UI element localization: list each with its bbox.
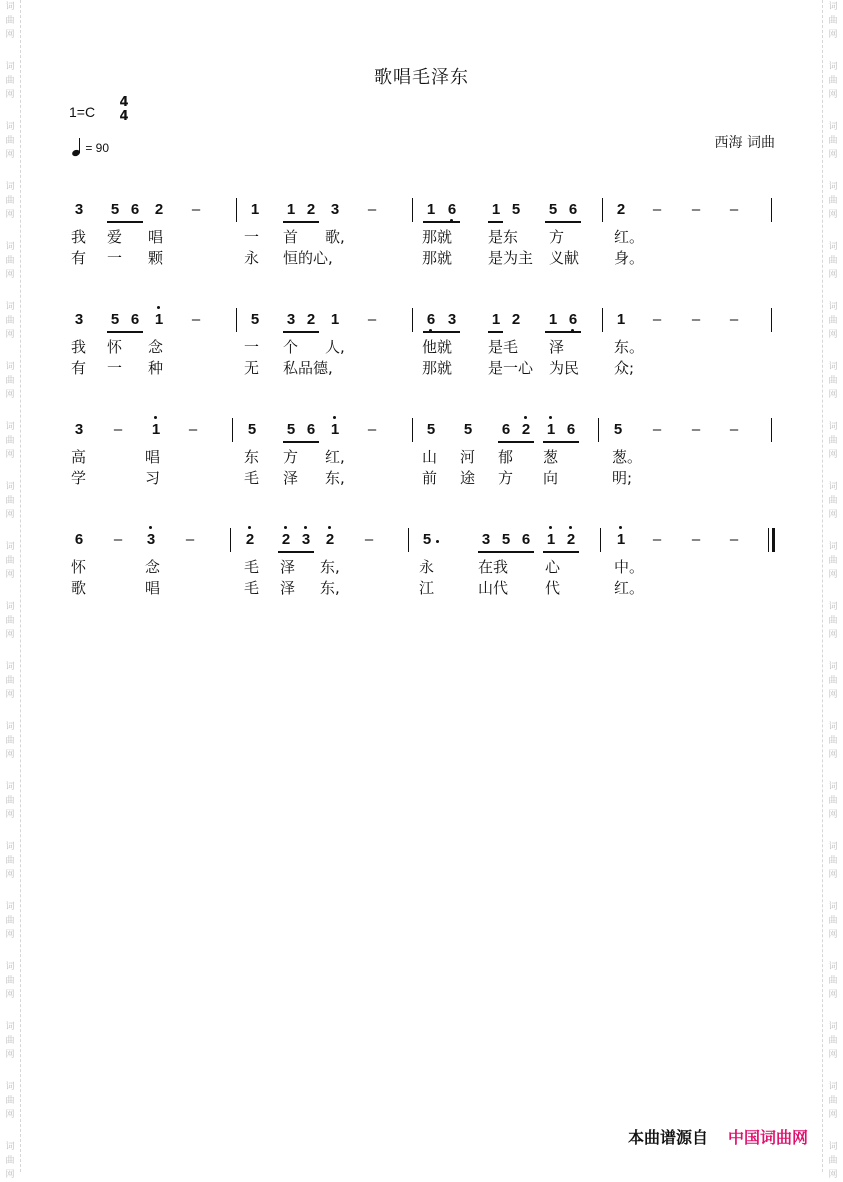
note: 5	[548, 201, 558, 218]
note: 2	[280, 530, 292, 550]
lyric-verse-1: 在我	[478, 558, 509, 576]
watermark-text: 词 曲 网	[5, 542, 15, 580]
watermark-text: 词 曲 网	[5, 1022, 15, 1060]
watermark-text: 词 曲 网	[828, 2, 838, 40]
lyric-verse-2: 向	[543, 469, 559, 487]
note: 6	[425, 310, 437, 330]
watermark-text: 词 曲 网	[828, 302, 838, 340]
watermark-text: 词 曲 网	[828, 542, 838, 580]
lyric-verse-2: 东,	[325, 469, 345, 487]
note: 1	[548, 311, 558, 328]
note: 2	[244, 530, 256, 550]
final-bar-thick	[772, 528, 775, 552]
lyric-verse-1: 个	[283, 338, 299, 356]
watermark-text: 词 曲 网	[828, 842, 838, 880]
note: 6	[567, 310, 579, 330]
lyric-verse-2: 前	[422, 469, 438, 487]
tempo-value: = 90	[85, 141, 110, 155]
note: 3	[481, 531, 491, 548]
lyric-verse-1: 永	[419, 558, 435, 576]
note: 2	[565, 530, 577, 550]
lyric-verse-2: 泽	[280, 579, 296, 597]
note: 2	[324, 530, 336, 550]
lyric-verse-2: 那就	[422, 249, 453, 267]
dash-note: –	[367, 201, 377, 218]
bar-line	[236, 198, 237, 222]
dash-note: –	[691, 311, 701, 328]
dash-note: –	[691, 421, 701, 438]
note: 2	[511, 311, 521, 328]
lyric-verse-1: 东	[244, 448, 260, 466]
source-site: 中国词曲网	[727, 1128, 808, 1147]
watermark-text: 词 曲 网	[5, 842, 15, 880]
lyric-verse-1: 一	[244, 338, 260, 356]
lyric-verse-2: 永	[244, 249, 260, 267]
lyric-verse-1: 高	[71, 448, 87, 466]
lyric-verse-1: 唱	[148, 228, 164, 246]
note: 3	[74, 201, 84, 218]
note: 5	[110, 311, 120, 328]
score-row	[0, 420, 843, 530]
lyric-verse-2: 义献	[549, 249, 580, 267]
note: 1	[153, 310, 165, 330]
watermark-text: 词 曲 网	[5, 242, 15, 280]
lyric-verse-2: 无	[244, 359, 260, 377]
lyric-verse-2: 那就	[422, 359, 453, 377]
bar-line	[412, 198, 413, 222]
note: 5	[501, 531, 511, 548]
lyric-verse-1: 首	[283, 228, 299, 246]
lyric-verse-1: 红。	[614, 228, 645, 246]
note: 6	[74, 531, 84, 548]
lyric-verse-2: 东,	[320, 579, 340, 597]
lyric-verse-1: 他就	[422, 338, 453, 356]
dash-note: –	[364, 531, 374, 548]
watermark-text: 词 曲 网	[828, 1022, 838, 1060]
note: 3	[447, 311, 457, 328]
beam-underline	[545, 331, 581, 333]
bar-line	[598, 418, 599, 442]
lyric-verse-2: 习	[145, 469, 161, 487]
source-label: 本曲谱源自	[627, 1128, 708, 1147]
watermark-text: 词 曲 网	[828, 1142, 838, 1180]
watermark-text: 词 曲 网	[5, 662, 15, 700]
bar-line	[602, 198, 603, 222]
score-row	[0, 310, 843, 420]
lyric-verse-2: 有	[71, 249, 87, 267]
note: 1	[491, 201, 501, 218]
lyric-verse-2: 山代	[478, 579, 509, 597]
lyric-verse-2: 有	[71, 359, 87, 377]
lyric-verse-2: 众;	[614, 359, 635, 377]
lyric-verse-2: 是一心	[488, 359, 534, 377]
lyric-verse-1: 是毛	[488, 338, 519, 356]
note: 1	[286, 201, 296, 218]
note: 5	[421, 530, 433, 550]
lyric-verse-1: 东,	[320, 558, 340, 576]
lyric-verse-1: 泽	[549, 338, 565, 356]
note: 5	[463, 421, 473, 438]
watermark-text: 词 曲 网	[5, 2, 15, 40]
note: 3	[330, 201, 340, 218]
dash-note: –	[652, 531, 662, 548]
score-row	[0, 200, 843, 310]
watermark-text: 词 曲 网	[828, 962, 838, 1000]
note: 2	[520, 420, 532, 440]
lyric-verse-1: 是东	[488, 228, 519, 246]
lyric-verse-2: 私品德,	[283, 359, 333, 377]
lyric-verse-2: 一	[107, 359, 123, 377]
lyric-verse-2: 代	[545, 579, 561, 597]
lyric-verse-1: 毛	[244, 558, 260, 576]
watermark-text: 词 曲 网	[5, 422, 15, 460]
note: 3	[300, 530, 312, 550]
lyric-verse-1: 葱	[543, 448, 559, 466]
lyric-verse-2: 唱	[145, 579, 161, 597]
dash-note: –	[691, 531, 701, 548]
beam-underline	[107, 331, 143, 333]
lyric-verse-2: 颗	[148, 249, 164, 267]
bar-line	[236, 308, 237, 332]
note: 1	[329, 420, 341, 440]
lyric-verse-1: 东。	[614, 338, 645, 356]
key-signature: 1=C	[69, 104, 96, 120]
note: 1	[545, 420, 557, 440]
lyric-verse-2: 为民	[549, 359, 580, 377]
beam-underline	[498, 441, 534, 443]
note: 3	[74, 311, 84, 328]
lyric-verse-1: 念	[145, 558, 161, 576]
lyric-verse-1: 念	[148, 338, 164, 356]
watermark-text: 词 曲 网	[828, 602, 838, 640]
quarter-note-icon	[72, 138, 82, 156]
tempo-marking	[72, 138, 109, 156]
lyric-verse-1: 我	[71, 338, 87, 356]
watermark-text: 词 曲 网	[828, 242, 838, 280]
bar-line	[602, 308, 603, 332]
lyric-verse-2: 泽	[283, 469, 299, 487]
time-signature	[118, 96, 130, 124]
watermark-text: 词 曲 网	[828, 362, 838, 400]
beam-underline	[283, 221, 319, 223]
note: 2	[306, 311, 316, 328]
lyric-verse-1: 葱。	[612, 448, 643, 466]
note: 1	[491, 311, 501, 328]
watermark-text: 词 曲 网	[5, 182, 15, 220]
beam-underline	[423, 331, 460, 333]
beam-underline	[543, 441, 579, 443]
watermark-text: 词 曲 网	[5, 362, 15, 400]
lyric-verse-2: 身。	[614, 249, 645, 267]
bar-line	[600, 528, 601, 552]
lyric-verse-2: 学	[71, 469, 87, 487]
lyric-verse-2: 毛	[244, 579, 260, 597]
dash-note: –	[113, 421, 123, 438]
lyric-verse-1: 怀	[71, 558, 87, 576]
score-row	[0, 530, 843, 640]
watermark-text: 词 曲 网	[828, 722, 838, 760]
lyric-verse-2: 毛	[244, 469, 260, 487]
dash-note: –	[729, 311, 739, 328]
dash-note: –	[191, 201, 201, 218]
watermark-text: 词 曲 网	[828, 482, 838, 520]
note: 6	[521, 531, 531, 548]
note: 2	[616, 201, 626, 218]
lyric-verse-1: 中。	[614, 558, 645, 576]
dash-note: –	[188, 421, 198, 438]
lyric-verse-1: 爱	[107, 228, 123, 246]
note: 1	[330, 311, 340, 328]
watermark-text: 词 曲 网	[828, 902, 838, 940]
dash-note: –	[729, 531, 739, 548]
bar-line	[232, 418, 233, 442]
watermark-text: 词 曲 网	[5, 782, 15, 820]
lyric-verse-1: 我	[71, 228, 87, 246]
watermark-text: 词 曲 网	[828, 662, 838, 700]
time-signature-bottom: 4	[119, 109, 129, 124]
bar-line	[771, 308, 772, 332]
lyric-verse-1: 心	[545, 558, 561, 576]
beam-underline	[283, 331, 319, 333]
note: 5	[247, 421, 257, 438]
bar-line	[408, 528, 409, 552]
bar-line	[412, 308, 413, 332]
note: 6	[566, 421, 576, 438]
note: 5	[250, 311, 260, 328]
watermark-text: 词 曲 网	[5, 722, 15, 760]
watermark-text: 词 曲 网	[5, 482, 15, 520]
dash-note: –	[191, 311, 201, 328]
note: 6	[501, 421, 511, 438]
lyric-verse-1: 一	[244, 228, 260, 246]
watermark-text: 词 曲 网	[5, 1082, 15, 1120]
note: 2	[154, 201, 164, 218]
dash-note: –	[367, 421, 377, 438]
bar-line	[771, 198, 772, 222]
note: 5	[110, 201, 120, 218]
note: 3	[74, 421, 84, 438]
lyric-verse-1: 郁	[498, 448, 514, 466]
final-bar-thin	[768, 528, 769, 552]
beam-underline	[107, 221, 143, 223]
lyric-verse-1: 那就	[422, 228, 453, 246]
bar-line	[412, 418, 413, 442]
note: 5	[511, 201, 521, 218]
bar-line	[230, 528, 231, 552]
dash-note: –	[652, 421, 662, 438]
beam-underline	[423, 221, 460, 223]
lyric-verse-2: 是为主	[488, 249, 534, 267]
watermark-text: 词 曲 网	[828, 1082, 838, 1120]
watermark-text: 词 曲 网	[5, 122, 15, 160]
dash-note: –	[729, 421, 739, 438]
dash-note: –	[652, 201, 662, 218]
watermark-text: 词 曲 网	[828, 122, 838, 160]
note: 3	[286, 311, 296, 328]
beam-underline	[545, 221, 581, 223]
note: 1	[616, 311, 626, 328]
note: 6	[568, 201, 578, 218]
watermark-text: 词 曲 网	[828, 422, 838, 460]
song-title: 歌唱毛泽东	[374, 67, 469, 88]
note: 2	[306, 201, 316, 218]
beam-underline	[283, 441, 319, 443]
beam-underline	[488, 221, 503, 223]
note: 6	[446, 200, 458, 220]
lyric-verse-1: 山	[422, 448, 438, 466]
watermark-text: 词 曲 网	[5, 602, 15, 640]
lyric-verse-1: 河	[460, 448, 476, 466]
watermark-text: 词 曲 网	[5, 962, 15, 1000]
watermark-text: 词 曲 网	[5, 302, 15, 340]
lyric-verse-2: 方	[498, 469, 514, 487]
watermark-text: 词 曲 网	[5, 62, 15, 100]
note: 6	[130, 311, 140, 328]
lyric-verse-2: 明;	[612, 469, 633, 487]
lyric-verse-2: 一	[107, 249, 123, 267]
dash-note: –	[691, 201, 701, 218]
note: 5	[286, 421, 296, 438]
lyric-verse-2: 种	[148, 359, 164, 377]
note: 3	[145, 530, 157, 550]
watermark-text: 词 曲 网	[828, 62, 838, 100]
watermark-text: 词 曲 网	[5, 1142, 15, 1180]
note: 1	[250, 201, 260, 218]
lyric-verse-1: 人,	[325, 338, 345, 356]
watermark-text: 词 曲 网	[828, 782, 838, 820]
dash-note: –	[729, 201, 739, 218]
lyric-verse-2: 红。	[614, 579, 645, 597]
dash-note: –	[185, 531, 195, 548]
note: 1	[545, 530, 557, 550]
note: 6	[130, 201, 140, 218]
beam-underline	[488, 331, 503, 333]
beam-underline	[478, 551, 534, 553]
source-credit	[628, 1125, 808, 1148]
dash-note: –	[113, 531, 123, 548]
note: 6	[306, 421, 316, 438]
dash-note: –	[652, 311, 662, 328]
lyric-verse-1: 怀	[107, 338, 123, 356]
lyric-verse-2: 歌	[71, 579, 87, 597]
note: 5	[613, 421, 623, 438]
time-signature-top: 4	[119, 95, 129, 110]
note: 1	[426, 201, 436, 218]
lyric-verse-2: 恒的心,	[283, 249, 333, 267]
note: 1	[615, 530, 627, 550]
bar-line	[771, 418, 772, 442]
lyric-verse-1: 歌,	[325, 228, 345, 246]
beam-underline	[278, 551, 314, 553]
note: 1	[150, 420, 162, 440]
lyric-verse-1: 方	[283, 448, 299, 466]
lyric-verse-2: 途	[460, 469, 476, 487]
beam-underline	[543, 551, 579, 553]
note: 5	[426, 421, 436, 438]
watermark-text: 词 曲 网	[828, 182, 838, 220]
watermark-text: 词 曲 网	[5, 902, 15, 940]
lyric-verse-1: 方	[549, 228, 565, 246]
lyric-verse-1: 红,	[325, 448, 345, 466]
dash-note: –	[367, 311, 377, 328]
composer-credit: 西海 词曲	[714, 135, 775, 151]
lyric-verse-2: 江	[419, 579, 435, 597]
lyric-verse-1: 唱	[145, 448, 161, 466]
lyric-verse-1: 泽	[280, 558, 296, 576]
